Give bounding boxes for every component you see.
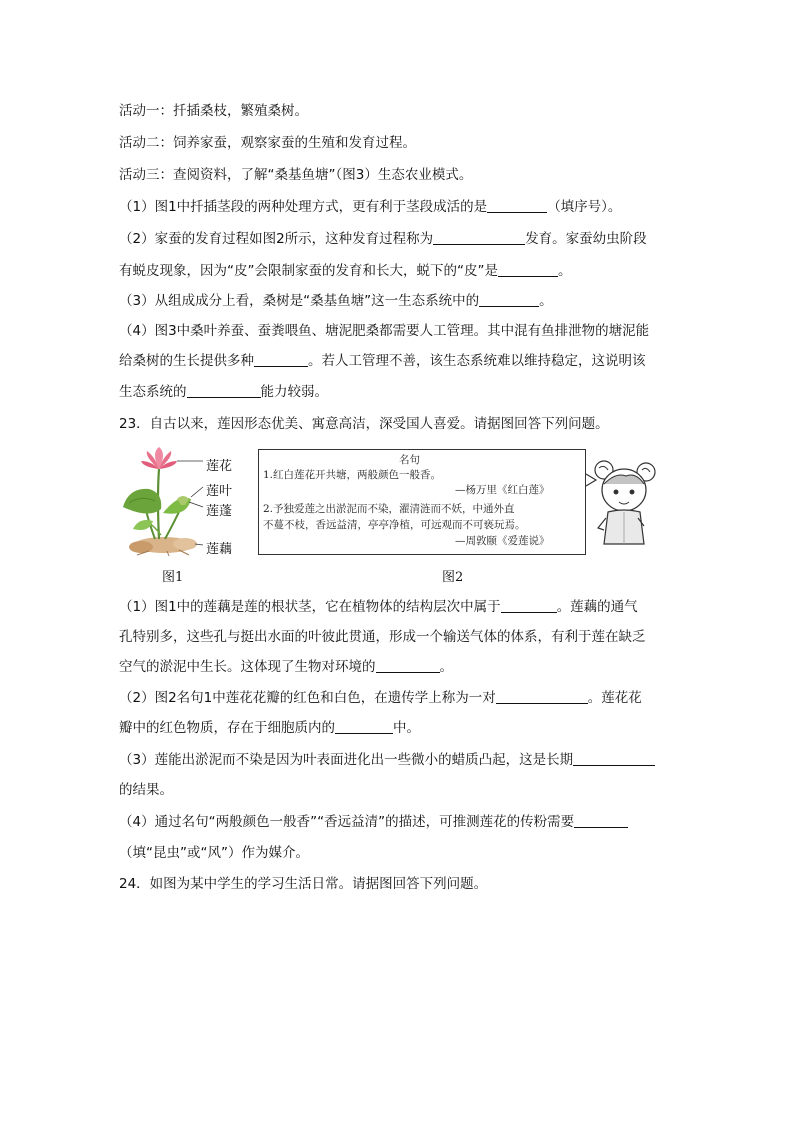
answer-blank[interactable] <box>254 352 308 367</box>
poem-box-title: 名句 <box>399 454 420 466</box>
label-lotus-leaf: 莲叶 <box>206 484 233 499</box>
q23-part2-line1: （2）图2名句1中莲花花瓣的红色和白色，在遗传学上称为一对 。莲花花 <box>119 690 642 706</box>
q22-part2-line1: （2）家蚕的发育过程如图2所示，这种发育过程称为 发育。家蚕幼虫阶段 <box>119 231 647 247</box>
q22-part1: （1）图1中扦插茎段的两种处理方式，更有利于茎段成活的是 （填序号）。 <box>119 199 622 215</box>
q23-part4-line2: （填“昆虫”或“风”）作为媒介。 <box>119 845 309 861</box>
q23-part1-line2: 孔特别多，这些孔与挺出水面的叶彼此贯通，形成一个输送气体的体系，有利于莲在缺乏 <box>119 629 646 645</box>
answer-blank[interactable] <box>496 689 588 704</box>
figure1-caption: 图1 <box>162 570 184 585</box>
answer-blank[interactable] <box>498 262 558 277</box>
poem-box <box>258 449 586 555</box>
q22-part3: （3）从组成成分上看，桑树是“桑基鱼塘”这一生态系统中的 。 <box>119 293 553 309</box>
q22-part4-line2: 给桑树的生长提供多种 。若人工管理不善，该生态系统难以维持稳定，这说明该 <box>119 353 646 369</box>
q23-stem: 23．自古以来，莲因形态优美、寓意高洁，深受国人喜爱。请据图回答下列问题。 <box>119 416 609 432</box>
answer-blank[interactable] <box>433 230 525 245</box>
q23-part2-line2: 瓣中的红色物质，存在于细胞质内的 中。 <box>119 720 420 736</box>
figure2-caption: 图2 <box>442 570 464 585</box>
answer-blank[interactable] <box>479 292 539 307</box>
answer-blank[interactable] <box>487 198 547 213</box>
poem-line1: 1.红白莲花开共塘，两般颜色一般香。 <box>263 469 442 481</box>
q23-part4-line1: （4）通过名句“两般颜色一般香”“香远益清”的描述，可推测莲花的传粉需要 <box>119 812 679 832</box>
answer-blank[interactable] <box>574 813 628 828</box>
label-lotus-root: 莲藕 <box>206 542 233 557</box>
poem-line2a: 2.予独爱莲之出淤泥而不染，濯清涟而不妖，中通外直 <box>263 503 515 515</box>
cartoon-girl-figure <box>584 452 664 552</box>
activity-2: 活动二：饲养家蚕，观察家蚕的生殖和发育过程。 <box>119 135 416 151</box>
q22-part4-line3: 生态系统的 能力较弱。 <box>119 384 328 400</box>
poem-line2b: 不蔓不枝，香远益清，亭亭净植，可远观而不可亵玩焉。 <box>263 519 526 531</box>
answer-blank[interactable] <box>335 719 393 734</box>
q22-part4-line1: （4）图3中桑叶养蚕、蚕粪喂鱼、塘泥肥桑都需要人工管理。其中混有鱼排泄物的塘泥能 <box>119 323 650 339</box>
label-lotus-flower: 莲花 <box>206 459 233 474</box>
q23-part3-line2: 的结果。 <box>119 782 173 798</box>
activity-1: 活动一：扦插桑枝，繁殖桑树。 <box>119 103 308 119</box>
poem-attribution1: —杨万里《红白莲》 <box>455 484 550 496</box>
q22-part2-line2: 有蜕皮现象，因为“皮”会限制家蚕的发育和长大，蜕下的“皮”是 。 <box>119 263 572 279</box>
poem-attribution2: —周敦颐《爱莲说》 <box>455 535 550 547</box>
activity-3: 活动三：查阅资料，了解“桑基鱼塘”（图3）生态农业模式。 <box>119 167 473 183</box>
answer-blank[interactable] <box>501 598 557 613</box>
q24-stem: 24．如图为某中学生的学习生活日常。请据图回答下列问题。 <box>119 876 488 892</box>
q23-part1-line3: 空气的淤泥中生长。这体现了生物对环境的 。 <box>119 659 453 675</box>
q23-part3-line1: （3）莲能出淤泥而不染是因为叶表面进化出一些微小的蜡质凸起，这是长期 <box>119 750 679 770</box>
label-lotus-pod: 莲蓬 <box>206 504 233 519</box>
answer-blank[interactable] <box>573 751 655 766</box>
answer-blank[interactable] <box>376 658 440 673</box>
q23-part1-line1: （1）图1中的莲藕是莲的根状茎，它在植物体的结构层次中属于 。莲藕的通气 <box>119 599 638 615</box>
answer-blank[interactable] <box>187 383 261 398</box>
